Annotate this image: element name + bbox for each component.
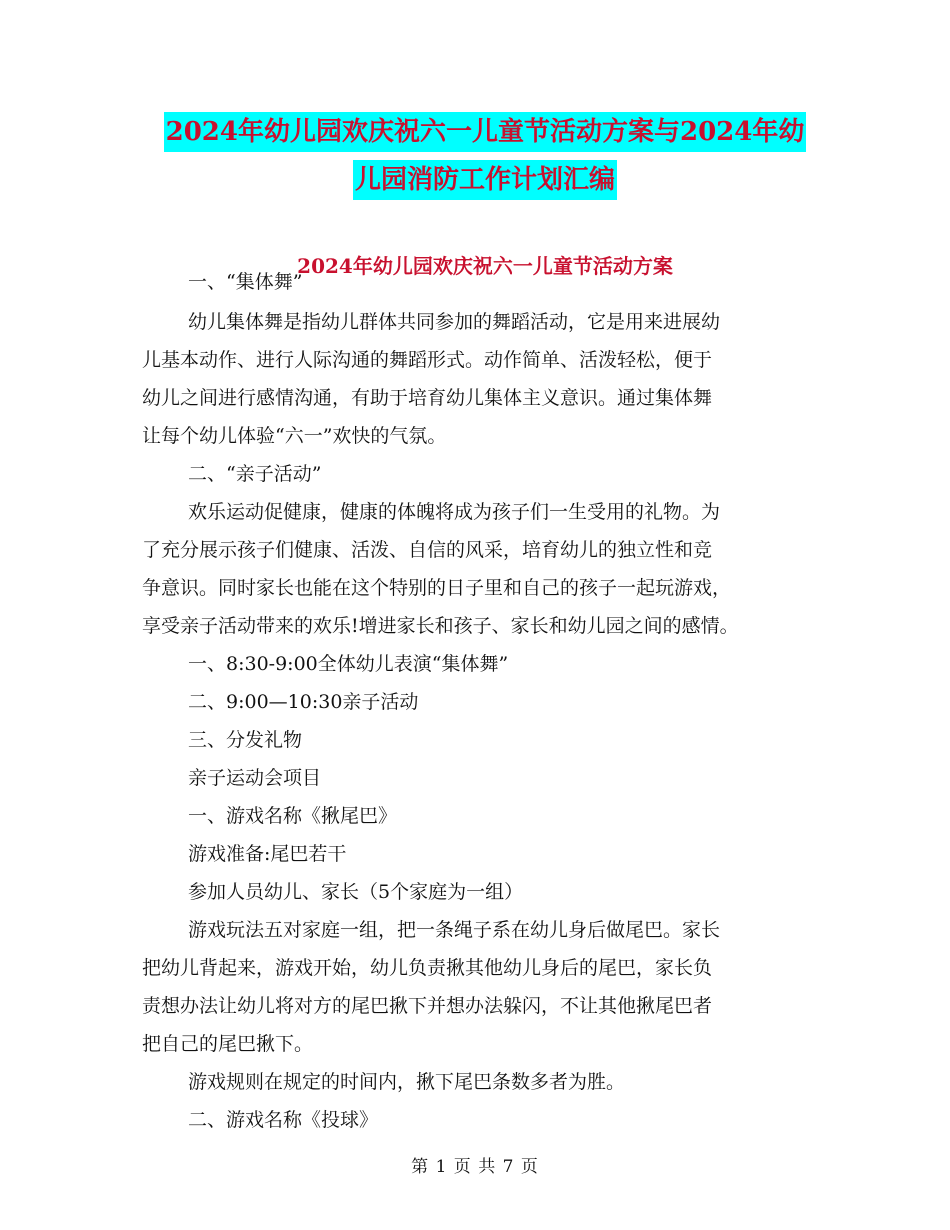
paragraph-line: 了充分展示孩子们健康、活泼、自信的风采，培育幼儿的独立性和竞 [142, 539, 713, 561]
paragraph-line: 亲子运动会项目 [188, 767, 322, 789]
paragraph-line: 一、“集体舞” [188, 271, 303, 293]
paragraph-line: 二、“亲子活动” [188, 463, 322, 485]
paragraph-line: 游戏规则在规定的时间内，揪下尾巴条数多者为胜。 [188, 1071, 626, 1093]
paragraph-line: 把自己的尾巴揪下。 [142, 1033, 314, 1055]
paragraph-line: 欢乐运动促健康，健康的体魄将成为孩子们一生受用的礼物。为 [188, 501, 721, 523]
paragraph-line: 二、游戏名称《投球》 [188, 1109, 379, 1131]
paragraph-line: 幼儿集体舞是指幼儿群体共同参加的舞蹈活动，它是用来进展幼 [188, 311, 721, 333]
paragraph-line: 争意识。同时家长也能在这个特别的日子里和自己的孩子一起玩游戏， [142, 577, 732, 599]
paragraph-line: 游戏玩法五对家庭一组，把一条绳子系在幼儿身后做尾巴。家长 [188, 919, 721, 941]
paragraph-line: 把幼儿背起来，游戏开始，幼儿负责揪其他幼儿身后的尾巴，家长负 [142, 957, 713, 979]
title-line-1: 2024年幼儿园欢庆祝六一儿童节活动方案与2024年幼 [164, 112, 807, 152]
paragraph-line: 幼儿之间进行感情沟通，有助于培育幼儿集体主义意识。通过集体舞 [142, 387, 713, 409]
paragraph-line: 儿基本动作、进行人际沟通的舞蹈形式。动作简单、活泼轻松，便于 [142, 349, 713, 371]
paragraph-line: 三、分发礼物 [188, 729, 303, 751]
paragraph-line: 参加人员幼儿、家长（5个家庭为一组） [188, 881, 524, 903]
paragraph-line: 让每个幼儿体验“六一”欢快的气氛。 [142, 425, 447, 447]
document-title [140, 112, 830, 200]
paragraph-line: 一、游戏名称《揪尾巴》 [188, 805, 398, 827]
paragraph-line: 责想办法让幼儿将对方的尾巴揪下并想办法躲闪，不让其他揪尾巴者 [142, 995, 713, 1017]
page-footer: 第 1 页 共 7 页 [411, 1157, 539, 1177]
section-title: 2024年幼儿园欢庆祝六一儿童节活动方案 [297, 254, 673, 278]
paragraph-line: 游戏准备:尾巴若干 [188, 843, 347, 865]
paragraph-line: 二、9:00—10:30亲子活动 [188, 691, 419, 713]
paragraph-line: 享受亲子活动带来的欢乐!增进家长和孩子、家长和幼儿园之间的感情。 [142, 615, 739, 637]
title-line-2: 儿园消防工作计划汇编 [353, 160, 617, 200]
paragraph-line: 一、8:30-9:00全体幼儿表演“集体舞” [188, 653, 509, 675]
